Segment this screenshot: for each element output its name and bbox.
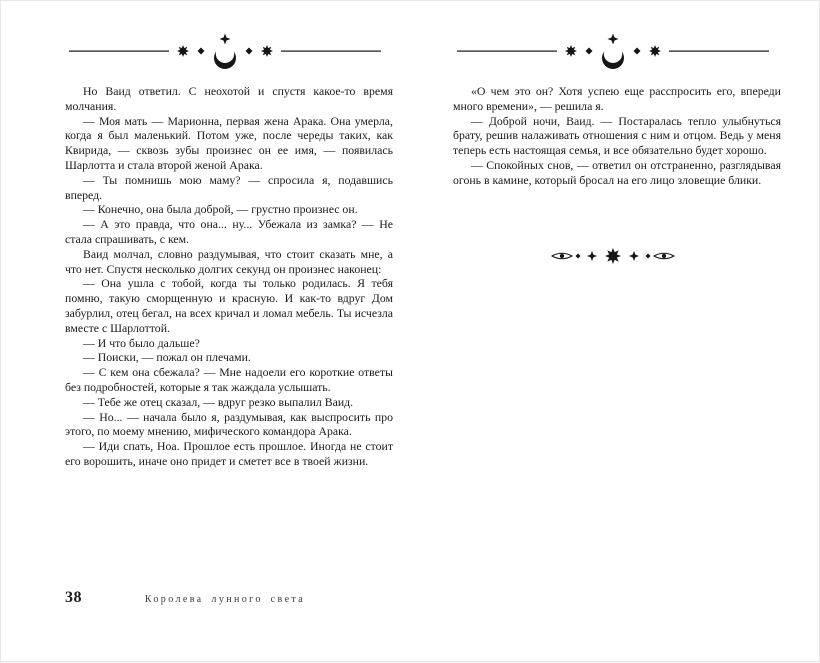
running-title: Королева лунного света (144, 594, 306, 605)
page-number: 38 (65, 589, 82, 606)
right-page (444, 1, 782, 663)
diamond-icon (634, 48, 641, 55)
crescent-moon-icon (214, 45, 236, 69)
chapter-header-ornament (444, 27, 782, 77)
paragraph: — Она ушла с тобой, когда ты только родилась. Я тебя помню, такую сморщенную и красную. И как-то вдруг Дом забурлил, отец бегал, на всех кричал и ломал мебель. Ты исчезла вместе с Шарлоттой. (65, 276, 393, 335)
ornament-rule-right (669, 51, 769, 52)
paragraph: — А это правда, что она... ну... Убежала из замка? — Не стала спрашивать, с кем. (65, 217, 393, 246)
paragraph: — И что было дальше? (83, 335, 200, 350)
eight-point-star-icon (563, 43, 580, 60)
eight-point-star-icon (259, 43, 276, 60)
star-divider-icon (548, 243, 678, 269)
diamond-icon (198, 48, 205, 55)
eye-ornament-icon (552, 253, 572, 259)
paragraph: «О чем это он? Хотя успею еще расспросить его, впереди много времени», — решила я. (453, 84, 781, 113)
diamond-icon (646, 254, 651, 259)
paragraph: — Конечно, она была доброй, — грустно произнес он. (83, 202, 358, 217)
crescent-moon-ornament-icon (65, 27, 385, 77)
eight-point-star-icon (647, 43, 664, 60)
eight-point-star-icon (602, 245, 625, 268)
ornament-rule-left (69, 51, 169, 52)
paragraph: — Тебе же отец сказал, — вдруг резко выпалил Ваид. (83, 394, 354, 409)
diamond-icon (246, 48, 253, 55)
ornament-rule-right (281, 51, 381, 52)
eight-point-star-icon (175, 43, 192, 60)
diamond-icon (586, 48, 593, 55)
four-point-star-icon (608, 34, 619, 45)
four-point-star-icon (629, 251, 639, 261)
four-point-star-icon (587, 251, 597, 261)
scene-break-ornament (444, 243, 782, 269)
paragraph: Ваид молчал, словно раздумывая, что стоит сказать мне, а что нет. Спустя несколько долгих секунд он произнес наконец: (65, 246, 393, 276)
paragraph: — Поиски, — пожал он плечами. (83, 350, 251, 365)
paragraph: — Но... — начала было я, раздумывая, как выспросить про этого, по моему мнению, мифического командора Арака. (65, 409, 393, 439)
diamond-icon (576, 254, 581, 259)
left-page-text (65, 84, 393, 469)
paragraph: — Моя мать — Марионна, первая жена Арака. Она умерла, когда я был маленький. Потом уже, после череды таких, как Квирида, — сквозь зубы произнес он ее имя, — появилась Шарлотта и стала второй женой Арака. (65, 113, 393, 172)
eye-ornament-icon (654, 253, 674, 259)
paragraph: — Спокойных снов, — ответил он отстраненно, разглядывая огонь в камине, который бросал на его лицо зловещие блики. (453, 157, 781, 187)
paragraph: — Иди спать, Ноа. Прошлое есть прошлое. Иногда не стоит его ворошить, иначе оно придет и сметет все в твоей жизни. (65, 439, 393, 468)
right-page-text (453, 84, 781, 188)
ornament-rule-left (457, 51, 557, 52)
paragraph: — Доброй ночи, Ваид. — Постаралась тепло улыбнуться брату, решив налаживать отношения с ним и отцом. Ведь у меня теперь есть настоящая семья, и все обязательно будет хорошо. (453, 113, 781, 158)
crescent-moon-ornament-icon (453, 27, 773, 77)
paragraph: — Ты помнишь мою маму? — спросила я, подавшись вперед. (65, 172, 393, 202)
crescent-moon-icon (602, 45, 624, 69)
chapter-header-ornament (56, 27, 394, 77)
paragraph: — С кем она сбежала? — Мне надоели его короткие ответы без подробностей, которые я так жаждала услышать. (65, 365, 393, 394)
four-point-star-icon (220, 34, 231, 45)
paragraph: Но Ваид ответил. С неохотой и спустя какое-то время молчания. (65, 84, 393, 113)
left-page (56, 1, 394, 663)
